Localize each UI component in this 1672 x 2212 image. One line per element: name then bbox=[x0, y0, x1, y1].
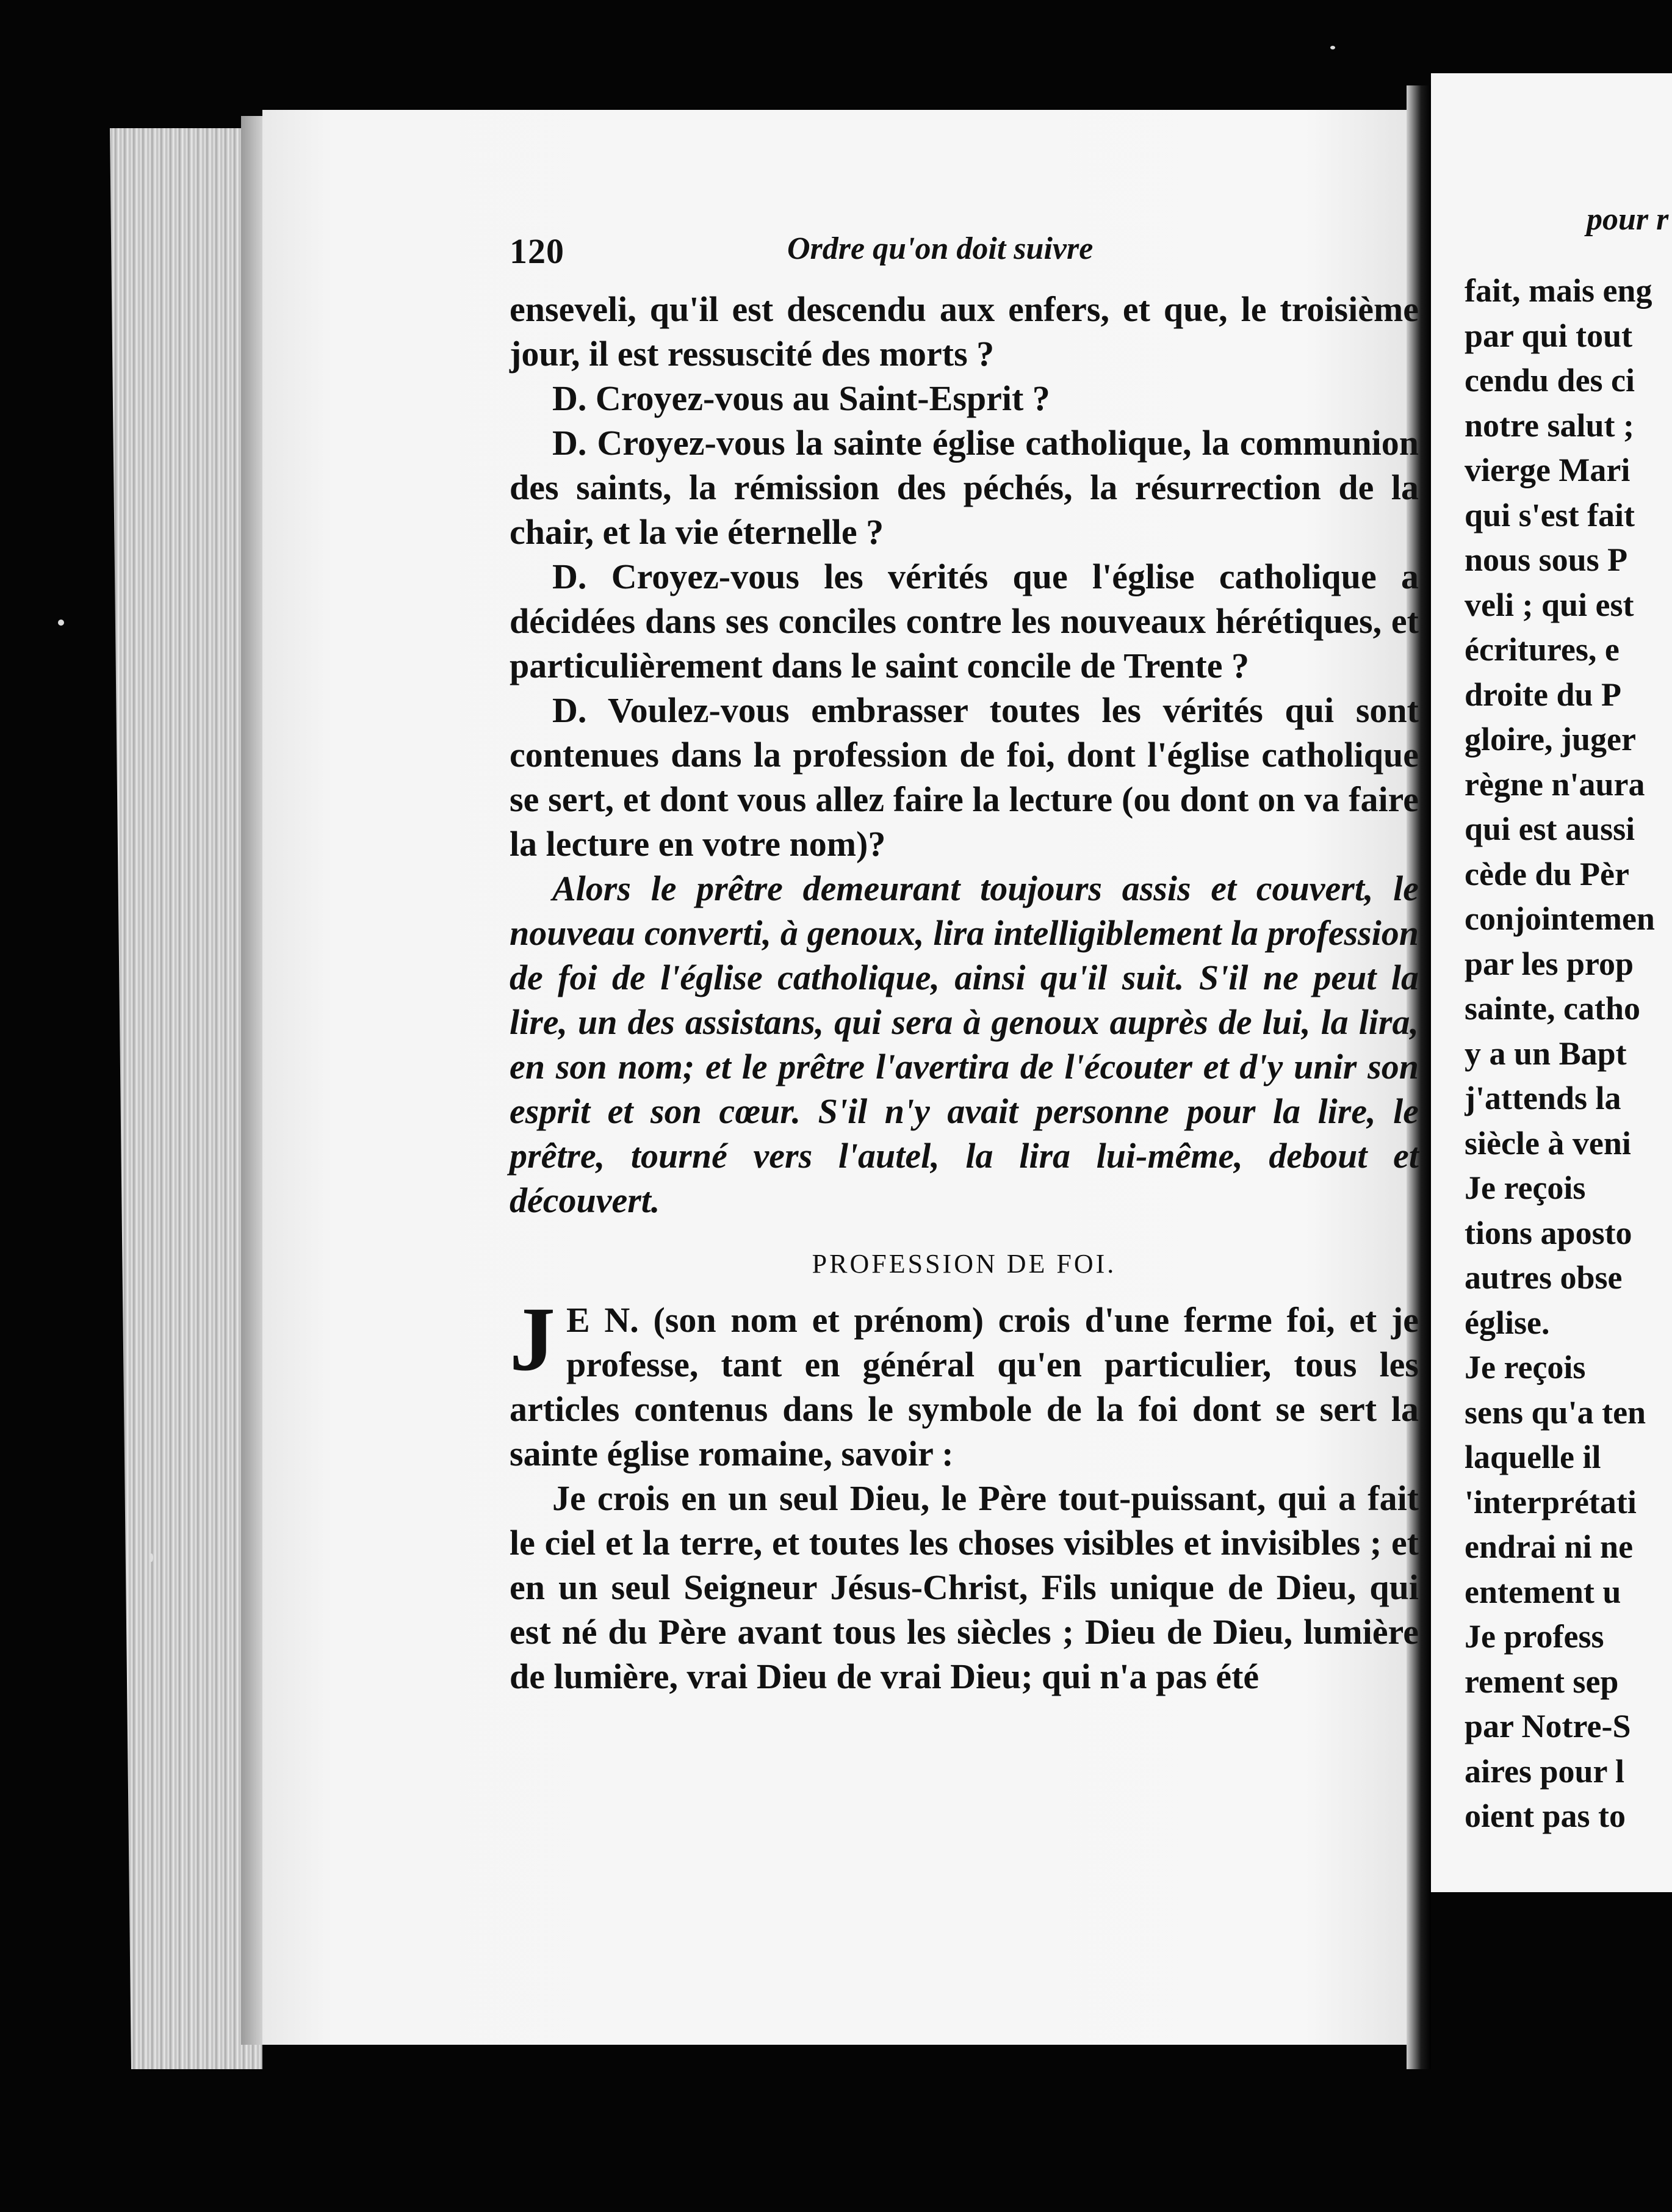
right-page-line: gloire, juger bbox=[1465, 721, 1636, 757]
right-page-line: notre salut ; bbox=[1465, 407, 1634, 444]
right-page-line: qui s'est fait bbox=[1465, 496, 1635, 533]
right-page-line: Je profess bbox=[1465, 1618, 1604, 1655]
paragraph: D. Voulez-vous embrasser toutes les vérités qui sont contenues dans la profession de foi, dont l'église catholique se sert, et dont vous allez faire la lecture (ou dont on va faire la lecture en votre nom)? bbox=[510, 690, 1419, 864]
right-page-line: vierge Mari bbox=[1465, 452, 1631, 488]
running-head: Ordre qu'on doit suivre bbox=[787, 231, 1094, 266]
opening-text: E N. (son nom et prénom) crois d'une ferme foi, et je professe, tant en général qu'en particulier, tous les articles contenus dans le symbole de la foi dont se sert la sainte église romaine, savoir : bbox=[510, 1300, 1419, 1473]
right-page-line: écritures, e bbox=[1465, 631, 1620, 668]
right-page-line: oient pas to bbox=[1465, 1798, 1626, 1834]
right-running-head: pour r bbox=[1587, 202, 1669, 237]
right-page-line: droite du P bbox=[1465, 676, 1622, 713]
right-page-line: conjointemen bbox=[1465, 900, 1655, 937]
page-edges bbox=[110, 128, 262, 2069]
left-page-body bbox=[510, 287, 1419, 1699]
right-page-line: aires pour l bbox=[1465, 1752, 1625, 1790]
right-page-line: sens qu'a ten bbox=[1465, 1393, 1646, 1431]
paragraph: D. Croyez-vous la sainte église catholique, la communion des saints, la rémission des péchés, la résurrection de la chair, et la vie éternelle ? bbox=[510, 423, 1419, 552]
profession-opening-paragraph bbox=[510, 1289, 1419, 1476]
paragraph: D. Croyez-vous au Saint-Esprit ? bbox=[552, 378, 1050, 418]
paragraph: enseveli, qu'il est descendu aux enfers, et que, le troisième jour, il est ressuscité des morts ? bbox=[510, 289, 1419, 374]
right-page-line: qui est aussi bbox=[1465, 811, 1635, 847]
right-page-line: église. bbox=[1465, 1304, 1550, 1341]
dust-speck bbox=[58, 620, 64, 626]
right-page-line: cède du Pèr bbox=[1465, 855, 1629, 892]
right-page-line: autres obse bbox=[1465, 1259, 1623, 1296]
dust-speck bbox=[1330, 46, 1335, 49]
right-page-line: 'interprétati bbox=[1465, 1483, 1637, 1520]
right-page-line: entement u bbox=[1465, 1573, 1621, 1610]
right-page-line: tions aposto bbox=[1465, 1214, 1632, 1251]
creed-paragraph: Je crois en un seul Dieu, le Père tout-puissant, qui a fait le ciel et la terre, et toutes les choses visibles et invisibles ; et en un seul Seigneur Jésus-Christ, Fils unique de Dieu, qui est né du Père avant tous les siècles ; Dieu de Dieu, lumière de lumière, vrai Dieu de vrai Dieu; qui n'a pas été bbox=[510, 1478, 1419, 1696]
right-page-line: Je reçois bbox=[1465, 1349, 1586, 1386]
dust-speck bbox=[150, 1553, 153, 1562]
right-page-line: par les prop bbox=[1465, 945, 1634, 982]
right-page-line: laquelle il bbox=[1465, 1439, 1601, 1475]
rubric-paragraph: Alors le prêtre demeurant toujours assis et couvert, le nouveau converti, à genoux, lira intelligiblement la profession de foi de l'église catholique, ainsi qu'il suit. S'il ne peut la lire, un des assistans, qui sera à genoux auprès de lui, la lira, en son nom; et le prêtre l'avertira de l'écouter et d'y unir son esprit et son cœur. S'il n'y avait personne pour la lire, le prêtre, tourné vers l'autel, la lira lui-même, debout et découvert. bbox=[510, 869, 1419, 1220]
right-page-line: j'attends la bbox=[1465, 1080, 1621, 1116]
right-page-line: par Notre-S bbox=[1465, 1708, 1631, 1744]
right-page-text bbox=[1465, 269, 1672, 1839]
right-page-line: y a un Bapt bbox=[1465, 1035, 1627, 1072]
section-title: PROFESSION DE FOI. bbox=[812, 1249, 1117, 1279]
right-page-line: rement sep bbox=[1465, 1663, 1619, 1700]
left-page-header bbox=[510, 231, 1422, 286]
right-page-line: fait, mais eng bbox=[1465, 272, 1652, 309]
paragraph: D. Croyez-vous les vérités que l'église catholique a décidées dans ses conciles contre les nouveaux hérétiques, et particulièrement dans le saint concile de Trente ? bbox=[510, 557, 1419, 685]
right-page-line: sainte, catho bbox=[1465, 990, 1640, 1027]
right-page-line: endrai ni ne bbox=[1465, 1528, 1634, 1565]
drop-cap: J bbox=[510, 1289, 555, 1390]
right-page-line: règne n'aura bbox=[1465, 765, 1645, 803]
right-page-line: veli ; qui est bbox=[1465, 586, 1634, 623]
right-page-line: cendu des ci bbox=[1465, 362, 1635, 399]
right-page-line: par qui tout bbox=[1465, 317, 1633, 354]
right-page-line: nous sous P bbox=[1465, 541, 1628, 578]
page-number: 120 bbox=[510, 231, 564, 271]
right-page-line: siècle à veni bbox=[1465, 1124, 1631, 1162]
right-page-line: Je reçois bbox=[1465, 1169, 1586, 1206]
